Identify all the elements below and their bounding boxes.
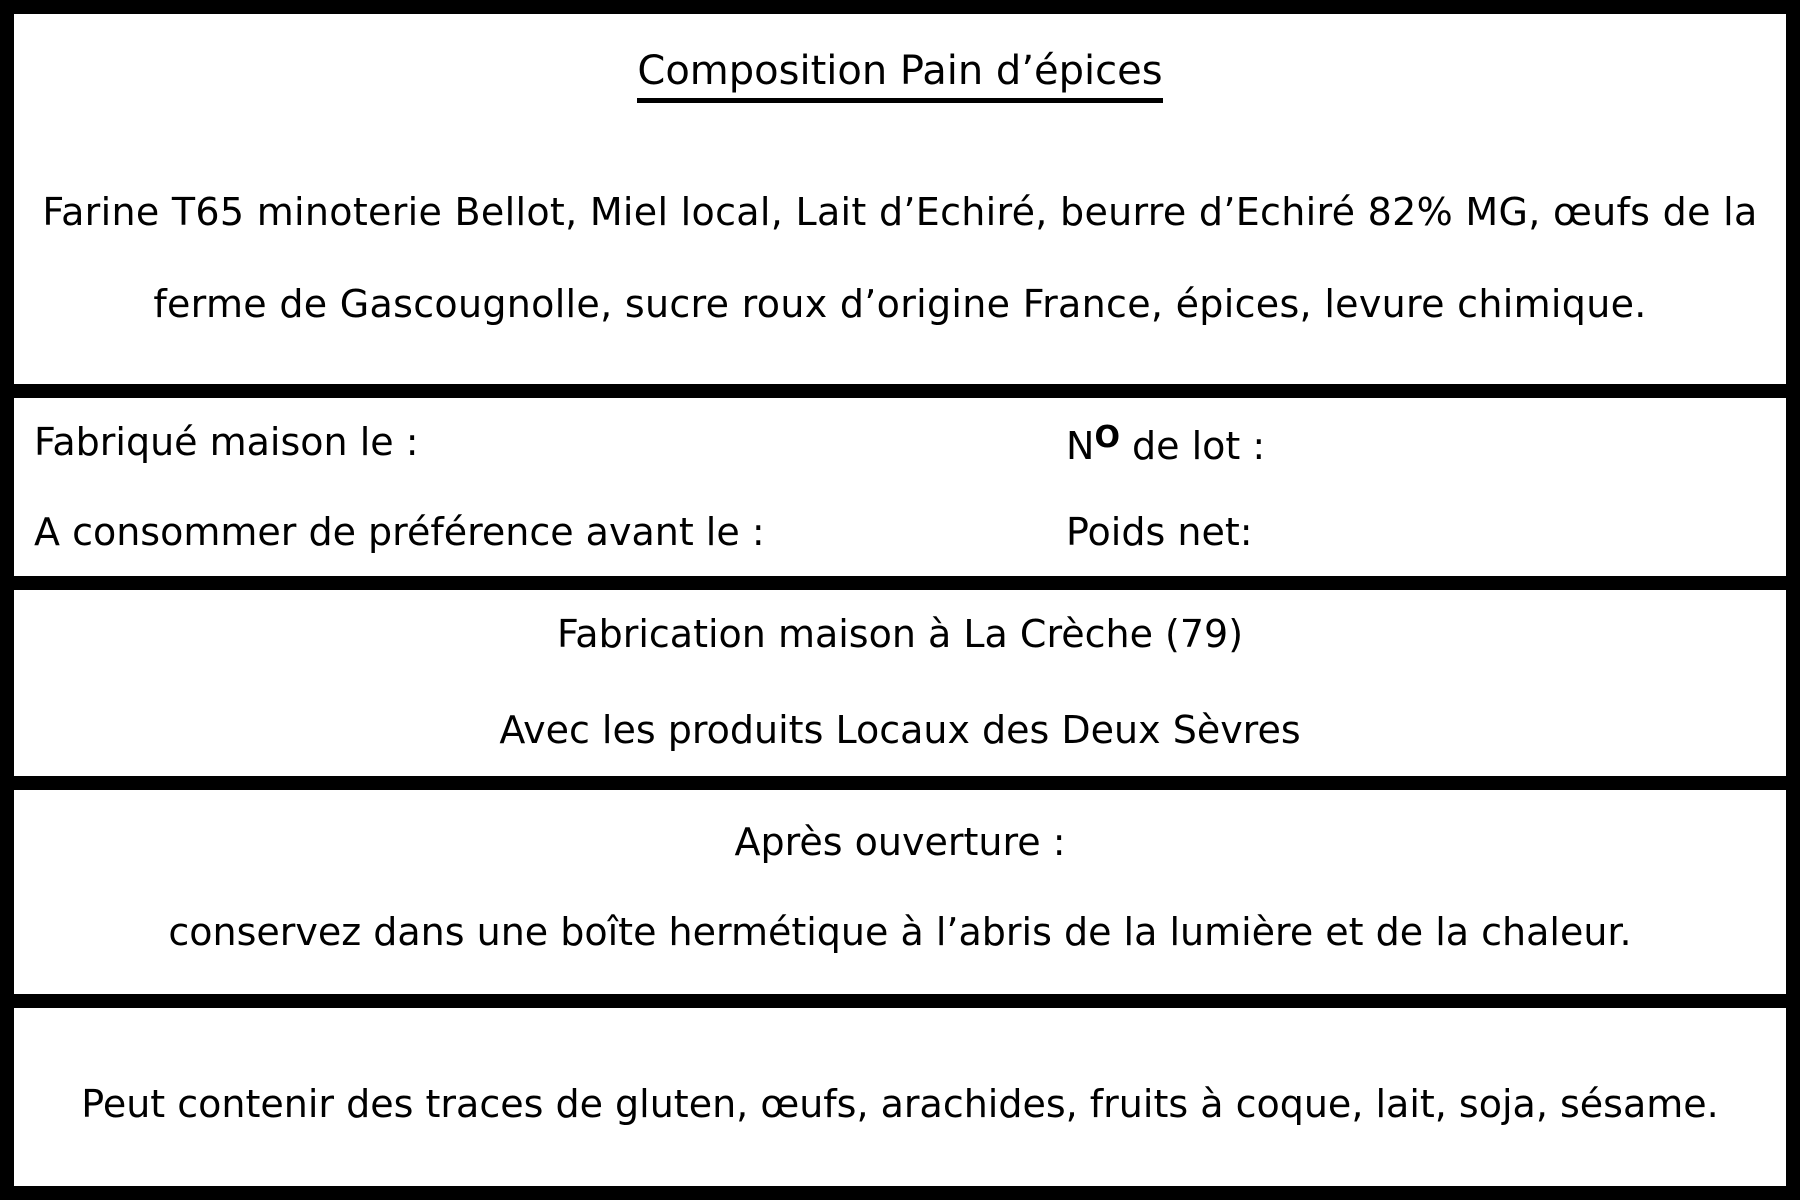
ingredients-line-2: ferme de Gascougnolle, sucre roux d’origine France, épices, levure chimique.: [153, 282, 1647, 326]
origin-line-1: Fabrication maison à La Crèche (79): [556, 612, 1244, 656]
made-date-label: Fabriqué maison le :: [34, 420, 419, 464]
dates-section: [14, 398, 1786, 576]
composition-section: [14, 14, 1786, 384]
storage-section: [14, 790, 1786, 994]
lot-suffix: de lot :: [1119, 424, 1266, 468]
origin-section: [14, 590, 1786, 776]
storage-instructions: conservez dans une boîte hermétique à l’abris de la lumière et de la chaleur.: [168, 910, 1632, 954]
allergen-warning: Peut contenir des traces de gluten, œufs, arachides, fruits à coque, lait, soja, sésame.: [81, 1082, 1719, 1126]
storage-heading: Après ouverture :: [734, 820, 1066, 864]
best-before-label: A consommer de préférence avant le :: [34, 510, 765, 554]
composition-title-text: Composition Pain d’épices: [637, 48, 1162, 103]
allergens-section: [14, 1008, 1786, 1186]
lot-number-label: [1066, 420, 1265, 468]
origin-line-2: Avec les produits Locaux des Deux Sèvres: [499, 708, 1301, 752]
net-weight-label: Poids net:: [1066, 510, 1253, 554]
lot-prefix: N: [1066, 424, 1095, 468]
ingredients-line-1: Farine T65 minoterie Bellot, Miel local, Lait d’Echiré, beurre d’Echiré 82% MG, œufs de la: [42, 190, 1758, 234]
composition-title: [14, 48, 1786, 103]
lot-superscript: O: [1094, 420, 1120, 455]
